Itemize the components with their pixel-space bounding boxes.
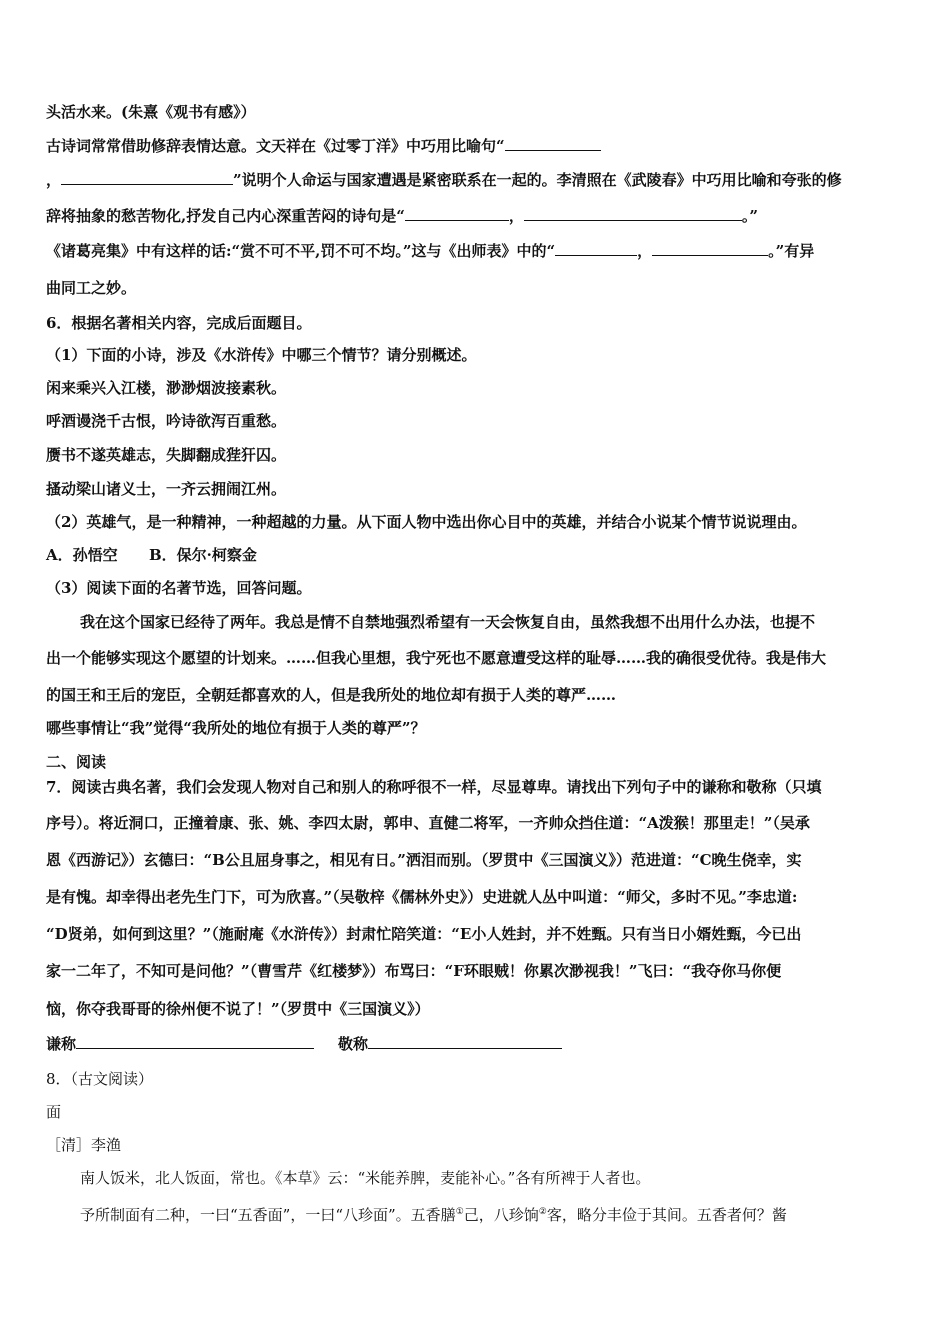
sub-question: （3）阅读下面的名著节选，回答问题。 (46, 579, 312, 597)
passage-author: ［清］李渔 (46, 1136, 122, 1154)
honorific-term-label: 敬称 (338, 1035, 369, 1053)
question-text: 家一二年了，不知可是问他？”（曹雪芹《红楼梦》）布骂曰：“F环眼贼！你累次渺视我！”飞曰：“我夺你马你便 (46, 962, 782, 980)
answer-blank[interactable] (524, 206, 742, 221)
passage-line: 予所制面有二种，一曰“五香面”，一曰“八珍面”。五香膳①己，八珍饷②客，略分丰俭于其间。五香者何？酱 (80, 1206, 787, 1224)
text-line: ， ”说明个人命运与国家遭遇是紧密联系在一起的。李清照在《武陵春》中巧用比喻和夸张的修 (46, 171, 842, 189)
poem-line: 赝书不遂英雄志，失脚翻成狴犴囚。 (46, 446, 287, 464)
sub-question: 哪些事情让“我”觉得“我所处的地位有损于人类的尊严”？ (46, 719, 426, 737)
question-text: 是有愧。却幸得出老先生门下，可为欣喜。”（吴敬梓《儒林外史》）史进就人丛中叫道：“师父，多时不见。”李忠道: (46, 888, 798, 906)
question-heading: 8．（古文阅读） (46, 1070, 154, 1088)
text-line: 《诸葛亮集》中有这样的话:“赏不可不平,罚不可不均。”这与《出师表》中的“ ， 。”有异 (46, 242, 815, 260)
answer-blank[interactable] (61, 170, 233, 185)
answer-blank[interactable] (555, 241, 637, 256)
text-line: 古诗词常常借助修辞表情达意。文天祥在《过零丁洋》中巧用比喻句“ (46, 135, 910, 157)
poem-line: 搔动梁山诸义士，一齐云拥闹江州。 (46, 480, 287, 498)
footnote-marker: ② (538, 1207, 547, 1217)
humble-term-blank[interactable] (76, 1034, 314, 1049)
answer-blank[interactable] (405, 206, 509, 221)
choice-options: A．孙悟空 B．保尔·柯察金 (46, 546, 257, 564)
question-text: 恩《西游记》）玄德曰：“B公且屈身事之，相见有日。”洒泪而别。（罗贯中《三国演义》）范进道：“C晚生侥幸，实 (46, 851, 802, 869)
section-heading: 二、阅读 (46, 753, 107, 771)
passage-title: 面 (46, 1103, 62, 1121)
answer-line (46, 1033, 910, 1055)
honorific-term-blank[interactable] (368, 1034, 562, 1049)
sub-question: （1）下面的小诗，涉及《水浒传》中哪三个情节？请分别概述。 (46, 346, 477, 364)
excerpt-line: 的国王和王后的宠臣，全朝廷都喜欢的人，但是我所处的地位却有损于人类的尊严…… (46, 686, 617, 704)
question-text: “D贤弟，如何到这里？”（施耐庵《水浒传》）封肃忙陪笑道：“E小人姓封，并不姓甄。只有当日小婿姓甄，今已出 (46, 925, 802, 943)
question-text: 恼，你夺我哥哥的徐州便不说了！”（罗贯中《三国演义》） (46, 1000, 430, 1018)
passage-line: 南人饭米，北人饭面，常也。《本草》云：“米能养脾，麦能补心。”各有所裨于人者也。 (80, 1169, 651, 1187)
answer-blank[interactable] (652, 241, 768, 256)
question-text: 7．阅读古典名著，我们会发现人物对自己和别人的称呼很不一样，尽显尊卑。请找出下列句子中的谦称和敬称（只填 (46, 778, 822, 796)
poem-line: 闲来乘兴入江楼，渺渺烟波接素秋。 (46, 379, 287, 397)
excerpt-line: 我在这个国家已经待了两年。我总是情不自禁地强烈希望有一天会恢复自由，虽然我想不出用什么办法，也提不 (80, 613, 816, 631)
question-heading: 6．根据名著相关内容，完成后面题目。 (46, 314, 312, 332)
poem-line: 呼酒谩浇千古恨，吟诗欲泻百重愁。 (46, 412, 287, 430)
footnote-marker: ① (455, 1207, 464, 1217)
text-line: 曲同工之妙。 (46, 279, 137, 297)
humble-term-label: 谦称 (46, 1035, 77, 1053)
excerpt-line: 出一个能够实现这个愿望的计划来。……但我心里想，我宁死也不愿意遭受这样的耻辱……我的确很受优待。我是伟大 (46, 649, 827, 667)
question-text: 序号）。将近洞口，正撞着康、张、姚、李四太尉，郭申、直健二将军，一齐帅众挡住道：“A泼猴！那里走！”（吴承 (46, 814, 810, 832)
text-line: 辞将抽象的愁苦物化,抒发自己内心深重苦闷的诗句是“ ， 。” (46, 207, 759, 225)
text-line: 头活水来。(朱熹《观书有感》） (46, 103, 256, 121)
sub-question: （2）英雄气，是一种精神，一种超越的力量。从下面人物中选出你心目中的英雄，并结合小说某个情节说说理由。 (46, 513, 807, 531)
answer-blank[interactable] (505, 136, 601, 151)
